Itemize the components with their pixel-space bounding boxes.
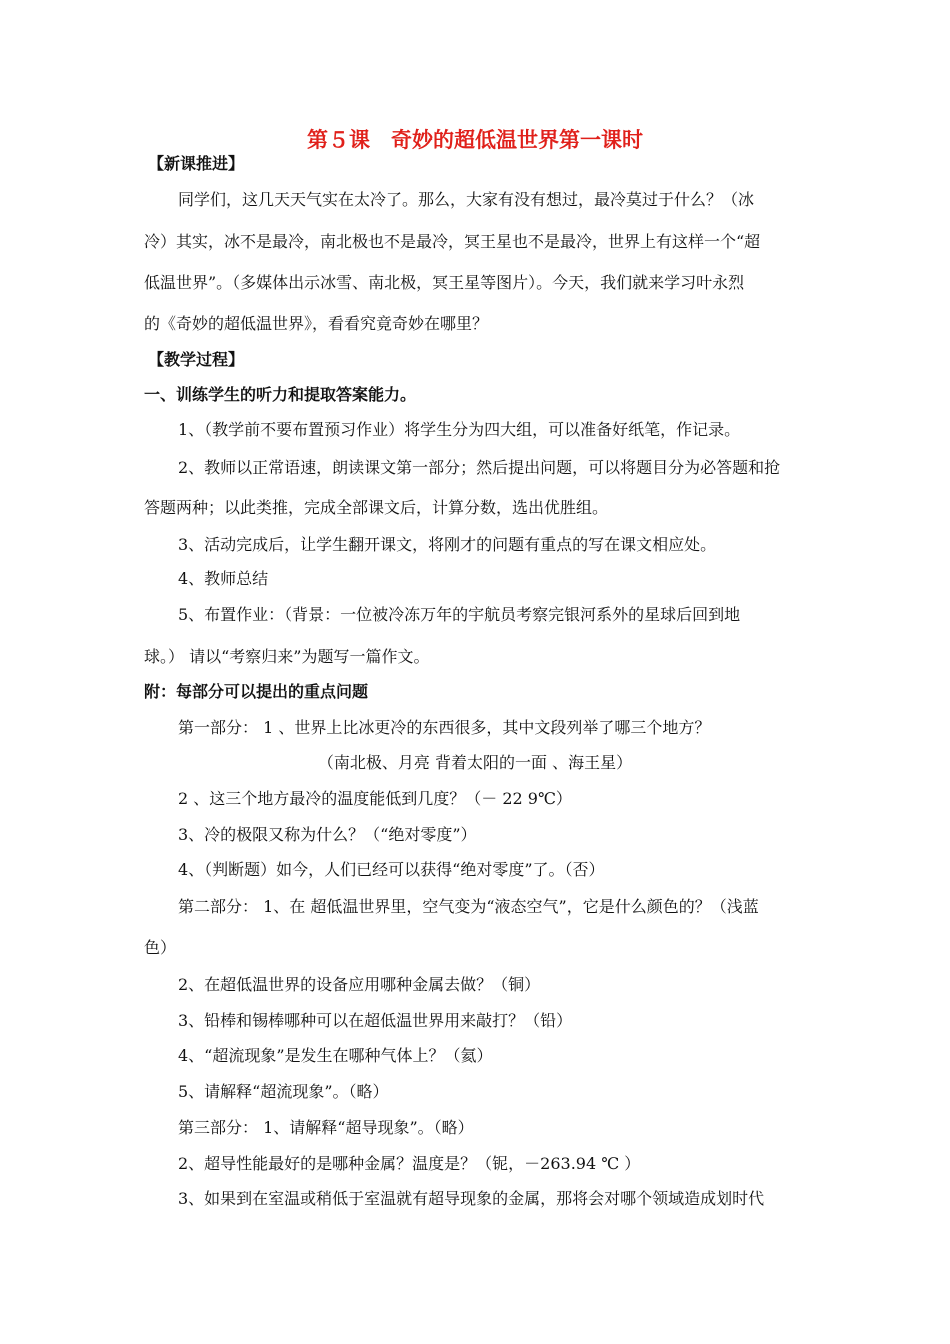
part2-question-3: 3、铅棒和锡棒哪种可以在超低温世界用来敲打？（铅） — [178, 1011, 573, 1030]
step-2-cont: 答题两种；以此类推，完成全部课文后，计算分数，选出优胜组。 — [144, 498, 609, 517]
part1-question-4: 4、（判断题）如今，人们已经可以获得“绝对零度”了。（否） — [178, 860, 605, 879]
part1-question-3: 3、冷的极限又称为什么？（“绝对零度”） — [178, 825, 477, 844]
part3-question-3: 3、如果到在室温或稍低于室温就有超导现象的金属，那将会对哪个领域造成划时代 — [178, 1189, 765, 1208]
intro-line-1: 同学们，这几天天气实在太冷了。那么，大家有没有想过，最冷莫过于什么？（冰 — [178, 190, 755, 209]
step-5: 5、布置作业：（背景：一位被冷冻万年的宇航员考察完银河系外的星球后回到地 — [178, 605, 741, 624]
part3-question-1: 第三部分： 1、请解释“超导现象”。（略） — [178, 1118, 474, 1137]
part2-question-4: 4、“超流现象”是发生在哪种气体上？（氦） — [178, 1046, 493, 1065]
step-5-cont: 球。） 请以“考察归来”为题写一篇作文。 — [144, 647, 430, 666]
part2-question-5: 5、请解释“超流现象”。（略） — [178, 1082, 389, 1101]
part1-answer-1: （南北极、月亮 背着太阳的一面 、海王星） — [317, 753, 633, 772]
intro-line-2: 冷）其实，冰不是最冷，南北极也不是最冷，冥王星也不是最冷，世界上有这样一个“超 — [144, 232, 761, 251]
part2-question-1: 第二部分： 1、在 超低温世界里，空气变为“液态空气”，它是什么颜色的？（浅蓝 — [178, 897, 759, 916]
part1-question-1: 第一部分： 1 、世界上比冰更冷的东西很多，其中文段列举了哪三个地方？ — [178, 718, 711, 737]
step-2: 2、教师以正常语速，朗读课文第一部分；然后提出问题，可以将题目分为必答题和抢 — [178, 458, 781, 477]
intro-line-3: 低温世界”。（多媒体出示冰雪、南北极，冥王星等图片）。今天，我们就来学习叶永烈 — [144, 273, 745, 292]
section-new-lesson: 【新课推进】 — [148, 154, 245, 173]
lesson-title: 第５课 奇妙的超低温世界第一课时 — [307, 128, 643, 152]
part2-question-2: 2、在超低温世界的设备应用哪种金属去做？（铜） — [178, 975, 541, 994]
section-teaching-process: 【教学过程】 — [148, 350, 245, 369]
heading-listening-training: 一、训练学生的听力和提取答案能力。 — [144, 385, 417, 404]
part3-question-2: 2、超导性能最好的是哪种金属？温度是？（铌，－263.94 ℃ ） — [178, 1154, 641, 1173]
part1-question-2: 2 、这三个地方最冷的温度能低到几度？（－ 22 9℃） — [178, 789, 572, 808]
step-1: 1、（教学前不要布置预习作业）将学生分为四大组，可以准备好纸笔，作记录。 — [178, 420, 741, 439]
intro-line-4: 的《奇妙的超低温世界》，看看究竟奇妙在哪里？ — [144, 314, 489, 333]
appendix-heading: 附：每部分可以提出的重点问题 — [144, 682, 369, 701]
part2-question-1-cont: 色） — [144, 938, 177, 957]
step-4: 4、教师总结 — [178, 569, 269, 588]
step-3: 3、活动完成后，让学生翻开课文，将刚才的问题有重点的写在课文相应处。 — [178, 535, 717, 554]
